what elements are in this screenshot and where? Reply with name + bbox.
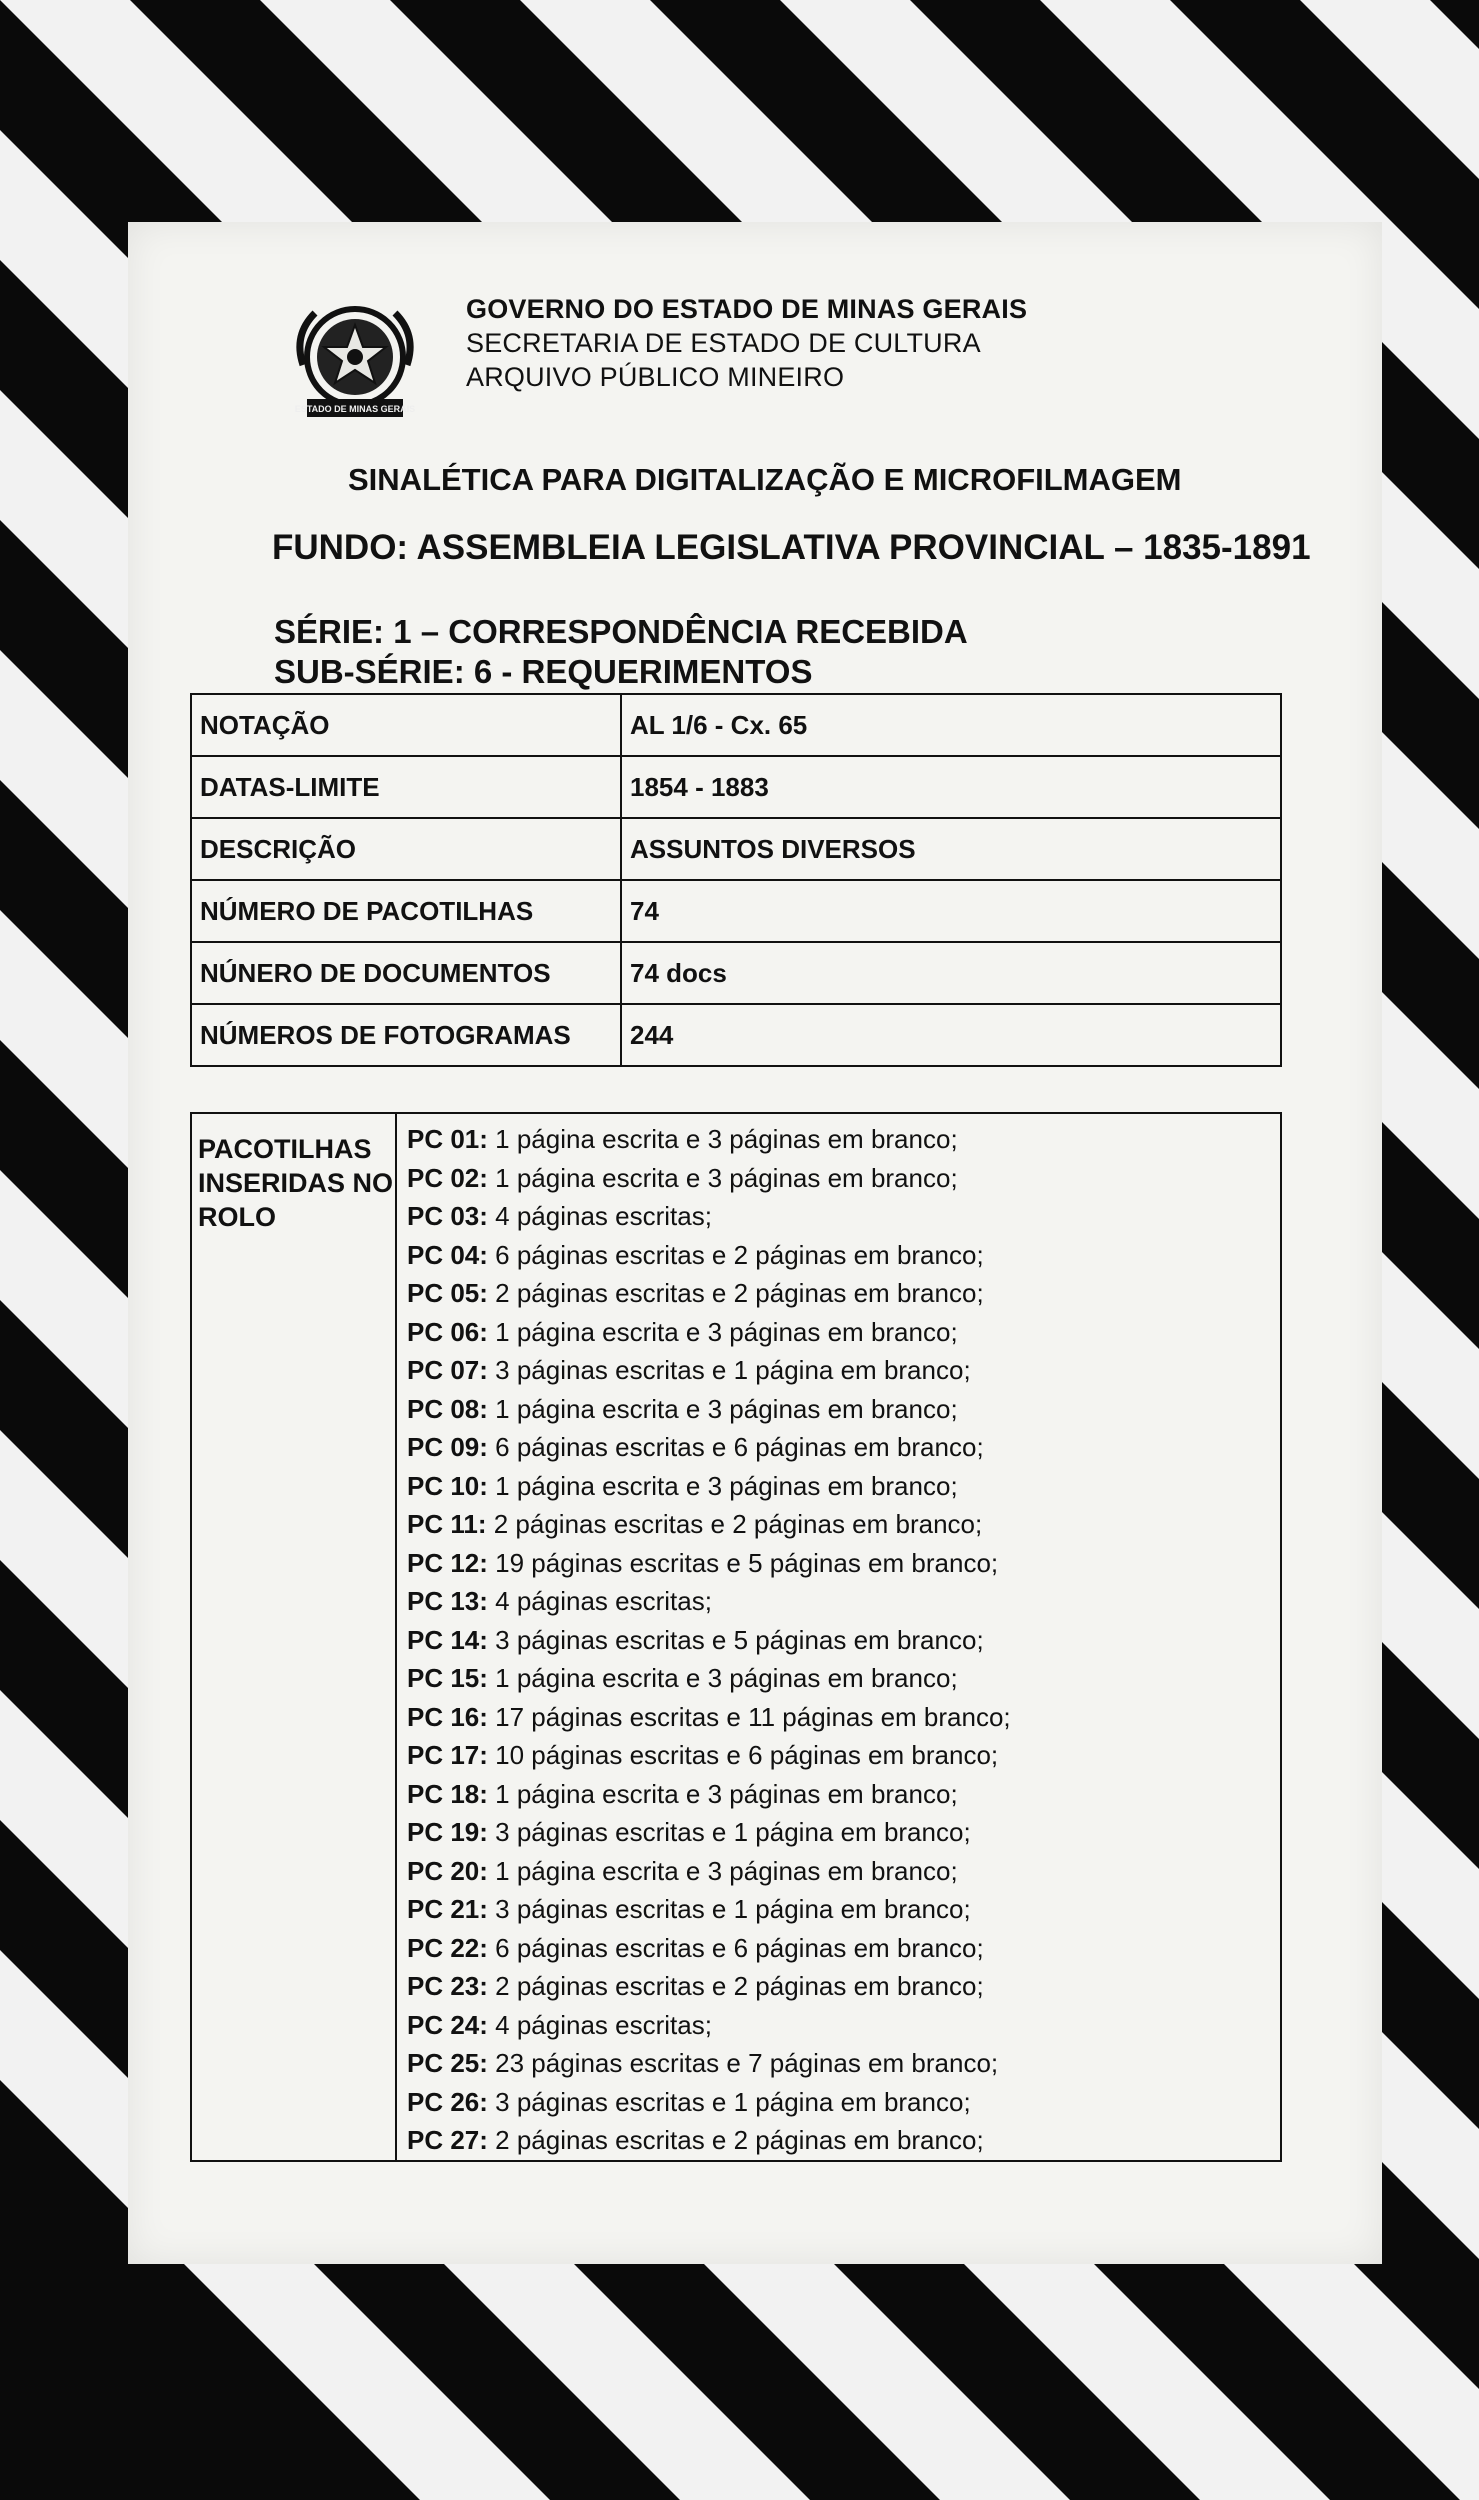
pacotilha-code: PC 13: (407, 1586, 488, 1616)
list-item (407, 1813, 1280, 1852)
pacotilha-description: 2 páginas escritas e 2 páginas em branco; (487, 2125, 984, 2155)
list-item (407, 1736, 1280, 1775)
list-item (407, 2121, 1280, 2160)
list-item (407, 1852, 1280, 1891)
info-value: AL 1/6 - Cx. 65 (621, 694, 1281, 756)
pacotilha-description: 10 páginas escritas e 6 páginas em branco; (487, 1740, 999, 1770)
pacotilha-code: PC 18: (407, 1778, 488, 1809)
table-row (191, 756, 1281, 818)
pacotilha-description: 4 páginas escritas; (487, 2009, 712, 2040)
pacotilha-code: PC 20: (407, 1855, 488, 1886)
list-item (407, 1197, 1280, 1236)
pacotilha-code: PC 24: (407, 2009, 488, 2040)
pacotilha-code: PC 02: (407, 1162, 488, 1193)
list-item (407, 2044, 1280, 2083)
info-label: NÚMERO DE PACOTILHAS (191, 880, 621, 942)
list-item (407, 1890, 1280, 1929)
list-item (407, 1775, 1280, 1814)
list-item (407, 2006, 1280, 2045)
info-table (190, 693, 1282, 1067)
list-item (407, 1351, 1280, 1390)
pacotilha-description: 3 páginas escritas e 1 página em branco; (487, 2086, 971, 2117)
pacotilha-code: PC 04: (407, 1239, 488, 1270)
fundo-heading: FUNDO: ASSEMBLEIA LEGISLATIVA PROVINCIAL – 1835-1891 (272, 528, 1311, 567)
list-item (407, 1313, 1280, 1352)
info-label: NÚMEROS DE FOTOGRAMAS (191, 1004, 621, 1066)
table-row (191, 818, 1281, 880)
pacotilha-description: 1 página escrita e 3 páginas em branco; (487, 1316, 958, 1347)
list-item (407, 1621, 1280, 1660)
pacotilha-code: PC 21: (407, 1894, 488, 1924)
pacotilha-code: PC 22: (407, 1932, 488, 1963)
pacotilha-description: 1 página escrita e 3 páginas em branco; (487, 1124, 958, 1154)
table-row (191, 694, 1281, 756)
serie-heading: SÉRIE: 1 – CORRESPONDÊNCIA RECEBIDA (274, 613, 968, 650)
pacotilha-description: 6 páginas escritas e 2 páginas em branco; (487, 1239, 984, 1270)
pacotilhas-table (190, 1112, 1282, 2162)
government-name: GOVERNO DO ESTADO DE MINAS GERAIS (466, 294, 1028, 324)
pacotilha-description: 2 páginas escritas e 2 páginas em branco; (487, 1278, 984, 1308)
pacotilha-code: PC 16: (407, 1701, 488, 1732)
pacotilha-description: 1 página escrita e 3 páginas em branco; (487, 1778, 958, 1809)
info-label: DATAS-LIMITE (191, 756, 621, 818)
pacotilha-code: PC 26: (407, 2086, 488, 2117)
pacotilha-code: PC 01: (407, 1124, 488, 1154)
table-row (191, 1004, 1281, 1066)
pacotilha-description: 2 páginas escritas e 2 páginas em branco; (487, 1971, 984, 2001)
info-label: DESCRIÇÃO (191, 818, 621, 880)
secretariat-name: SECRETARIA DE ESTADO DE CULTURA (466, 328, 981, 358)
pacotilha-code: PC 03: (407, 1201, 488, 1231)
pacotilha-code: PC 25: (407, 2048, 488, 2078)
archive-name: ARQUIVO PÚBLICO MINEIRO (466, 362, 845, 392)
list-item (407, 1236, 1280, 1275)
list-item (407, 1120, 1280, 1159)
pacotilha-code: PC 05: (407, 1278, 488, 1308)
info-value: ASSUNTOS DIVERSOS (621, 818, 1281, 880)
pacotilha-description: 1 página escrita e 3 páginas em branco; (487, 1162, 958, 1193)
pacotilha-code: PC 10: (407, 1470, 488, 1501)
pacotilha-description: 1 página escrita e 3 páginas em branco; (487, 1663, 958, 1693)
pacotilha-description: 23 páginas escritas e 7 páginas em branco; (487, 2048, 999, 2078)
pacotilha-description: 6 páginas escritas e 6 páginas em branco; (487, 1432, 984, 1462)
pacotilha-description: 2 páginas escritas e 2 páginas em branco; (486, 1509, 983, 1539)
pacotilha-description: 1 página escrita e 3 páginas em branco; (487, 1855, 958, 1886)
pacotilha-code: PC 09: (407, 1432, 488, 1462)
pacotilha-code: PC 07: (407, 1355, 488, 1385)
pacotilha-description: 4 páginas escritas; (487, 1586, 712, 1616)
table-row (191, 942, 1281, 1004)
info-value: 74 docs (621, 942, 1281, 1004)
pacotilha-code: PC 19: (407, 1817, 488, 1847)
pacotilha-description: 6 páginas escritas e 6 páginas em branco; (487, 1932, 984, 1963)
info-label: NÚNERO DE DOCUMENTOS (191, 942, 621, 1004)
info-value: 244 (621, 1004, 1281, 1066)
pacotilha-code: PC 27: (407, 2125, 488, 2155)
info-value: 74 (621, 880, 1281, 942)
list-item (407, 1582, 1280, 1621)
pacotilha-description: 3 páginas escritas e 1 página em branco; (487, 1894, 971, 1924)
subserie-heading: SUB-SÉRIE: 6 - REQUERIMENTOS (274, 653, 813, 690)
pacotilha-description: 1 página escrita e 3 páginas em branco; (487, 1470, 958, 1501)
pacotilha-code: PC 17: (407, 1740, 488, 1770)
table-row (191, 1113, 1281, 2161)
document-title: SINALÉTICA PARA DIGITALIZAÇÃO E MICROFILMAGEM (348, 462, 1182, 497)
pacotilha-description: 1 página escrita e 3 páginas em branco; (487, 1393, 958, 1424)
pacotilha-code: PC 15: (407, 1663, 488, 1693)
pacotilha-code: PC 06: (407, 1316, 488, 1347)
pacotilha-description: 17 páginas escritas e 11 páginas em branco; (487, 1701, 1011, 1732)
pacotilha-code: PC 14: (407, 1624, 488, 1655)
svg-text:ESTADO DE MINAS GERAIS: ESTADO DE MINAS GERAIS (294, 404, 416, 414)
list-item (407, 1274, 1280, 1313)
pacotilha-description: 19 páginas escritas e 5 páginas em branco; (487, 1547, 999, 1578)
table-row (191, 880, 1281, 942)
info-label: NOTAÇÃO (191, 694, 621, 756)
list-item (407, 1967, 1280, 2006)
pacotilha-description: 3 páginas escritas e 1 página em branco; (487, 1355, 971, 1385)
list-item (407, 1505, 1280, 1544)
state-seal-icon (285, 295, 425, 435)
pacotilha-code: PC 11: (407, 1509, 487, 1539)
list-item (407, 1544, 1280, 1583)
pacotilha-description: 3 páginas escritas e 1 página em branco; (487, 1817, 971, 1847)
pacotilha-description: 3 páginas escritas e 5 páginas em branco; (487, 1624, 984, 1655)
info-value: 1854 - 1883 (621, 756, 1281, 818)
list-item (407, 1698, 1280, 1737)
list-item (407, 1390, 1280, 1429)
pacotilha-code: PC 23: (407, 1971, 488, 2001)
list-item (407, 1159, 1280, 1198)
list-item (407, 1929, 1280, 1968)
list-item (407, 1428, 1280, 1467)
list-item (407, 1659, 1280, 1698)
pacotilha-code: PC 12: (407, 1547, 488, 1578)
pacotilha-description: 4 páginas escritas; (487, 1201, 712, 1231)
list-item (407, 2083, 1280, 2122)
pacotilhas-label: PACOTILHAS INSERIDAS NO ROLO (191, 1113, 396, 2161)
list-item (407, 1467, 1280, 1506)
pacotilhas-list (396, 1113, 1281, 2161)
pacotilha-code: PC 08: (407, 1393, 488, 1424)
